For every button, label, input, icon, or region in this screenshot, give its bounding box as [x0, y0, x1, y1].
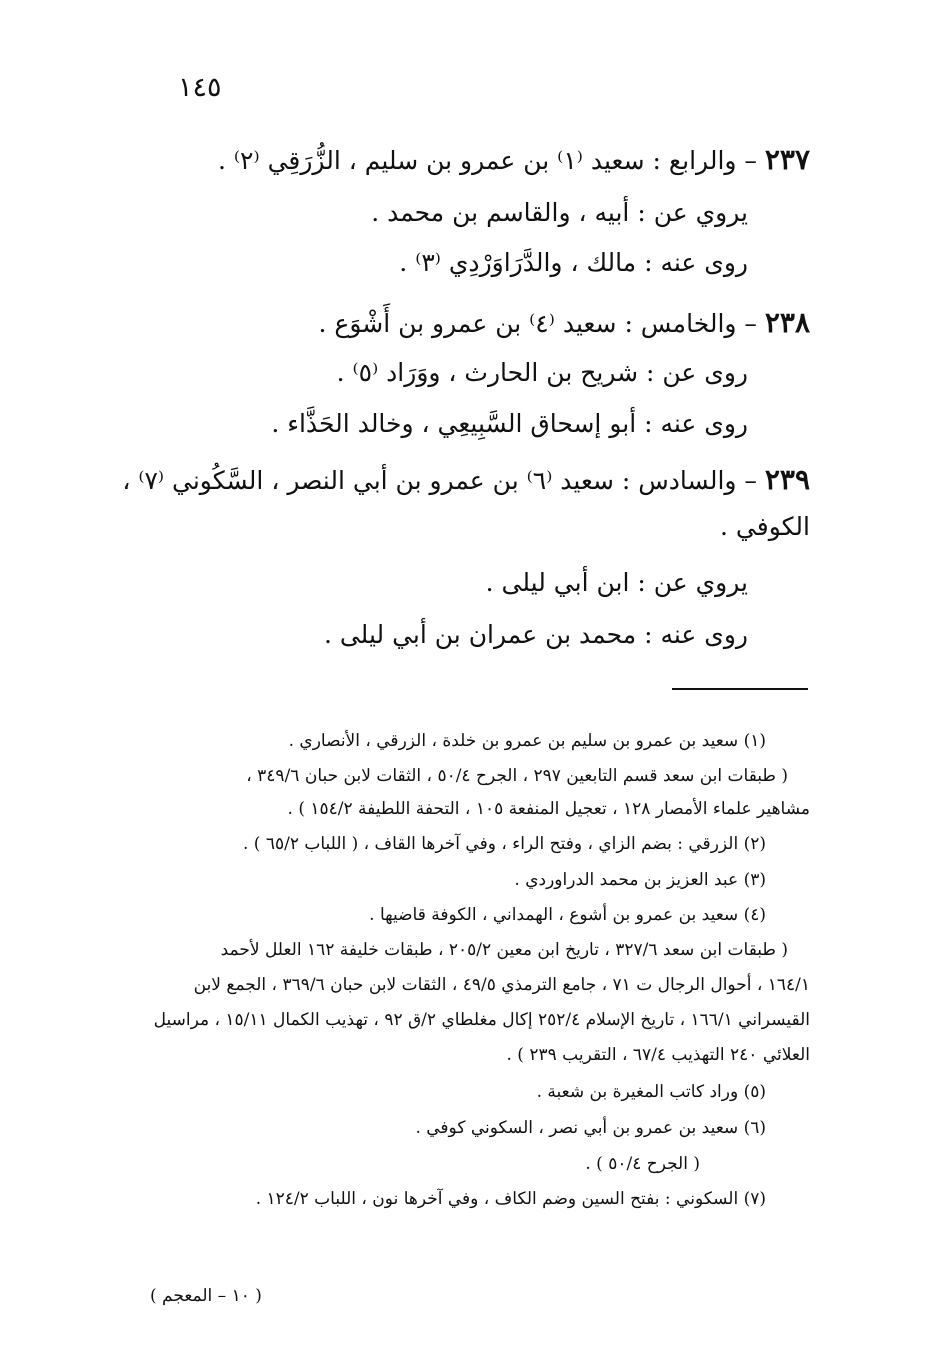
entry-number: ٢٣٩ [764, 463, 810, 496]
footnote-7: (٧) السكوني : بفتح السين وضم الكاف ، وفي آخرها نون ، اللباب ١٢٤/٢ . [255, 1189, 766, 1209]
entry-239-narrated-by: روى عنه : محمد بن عمران بن أبي ليلى . [323, 620, 748, 649]
entry-239-heading [122, 463, 810, 498]
footnote-4-sources-line-3: القيسراني ١٦٦/١ ، تاريخ الإسلام ٢٥٢/٤ إكال مغلطاي ٢/ق ٩٢ ، تهذيب الكمال ١٥/١١ ، مراسيل [153, 1010, 810, 1030]
footnote-3: (٣) عبد العزيز بن محمد الدراوردي . [514, 870, 766, 890]
entry-heading-text: – والسادس : سعيد ⁽٦⁾ بن عمرو بن أبي النصر ، السَّكُوني ⁽٧⁾ ، [122, 466, 757, 495]
footnote-2: (٢) الزرقي : بضم الزاي ، وفتح الراء ، وفي آخرها القاف ، ( اللباب ٦٥/٢ ) . [243, 834, 766, 854]
footnote-1-sources-line-1: ( طبقات ابن سعد قسم التابعين ٢٩٧ ، الجرح ٥٠/٤ ، الثقات لابن حبان ٣٤٩/٦ ، [246, 766, 788, 786]
footnote-6-sources: ( الجرح ٥٠/٤ ) . [585, 1154, 700, 1174]
footnote-4: (٤) سعيد بن عمرو بن أشوع ، الهمداني ، الكوفة قاضيها . [369, 905, 766, 925]
footnote-6: (٦) سعيد بن عمرو بن أبي نصر ، السكوني كوفي . [415, 1118, 766, 1138]
footnote-1-sources-line-2: مشاهير علماء الأمصار ١٢٨ ، تعجيل المنفعة ١٠٥ ، التحفة اللطيفة ١٥٤/٢ ) . [287, 799, 810, 819]
entry-237-narrated-by: روى عنه : مالك ، والدَّرَاوَرْدِي ⁽٣⁾ . [399, 248, 748, 277]
entry-number: ٢٣٨ [764, 306, 810, 339]
entry-heading-text: – والخامس : سعيد ⁽٤⁾ بن عمرو بن أَشْوَع . [318, 309, 757, 338]
entry-238-narrated-by: روى عنه : أبو إسحاق السَّبِيعِي ، وخالد الحَذَّاء . [271, 409, 748, 438]
entry-237-heading [218, 143, 810, 178]
footnote-4-sources-line-2: ١٦٤/١ ، أحوال الرجال ت ٧١ ، جامع الترمذي ٤٩/٥ ، الثقات لابن حبان ٣٦٩/٦ ، الجمع لابن [193, 975, 810, 995]
entry-238-heading [319, 306, 810, 341]
printer-signature: ( ١٠ – المعجم ) [150, 1286, 262, 1306]
footnote-5: (٥) وراد كاتب المغيرة بن شعبة . [536, 1082, 766, 1102]
entry-239-heading-cont: الكوفي . [720, 512, 810, 541]
entry-number: ٢٣٧ [764, 143, 810, 176]
footnote-4-sources-line-4: العلائي ٢٤٠ التهذيب ٦٧/٤ ، التقريب ٢٣٩ ) . [506, 1045, 810, 1065]
entry-heading-text: – والرابع : سعيد ⁽١⁾ بن عمرو بن سليم ، الزُّرَقِي ⁽٢⁾ . [218, 146, 757, 175]
entry-237-narrates-from: يروي عن : أبيه ، والقاسم بن محمد . [371, 198, 748, 227]
page-number: ١٤٥ [178, 72, 222, 103]
footnote-4-sources-line-1: ( طبقات ابن سعد ٣٢٧/٦ ، تاريخ ابن معين ٢٠٥/٢ ، طبقات خليفة ١٦٢ العلل لأحمد [220, 940, 788, 960]
footnote-1: (١) سعيد بن عمرو بن سليم بن عمرو بن خلدة ، الزرقي ، الأنصاري . [288, 731, 766, 751]
footnote-divider [672, 688, 808, 690]
entry-238-narrates-from: روى عن : شريح بن الحارث ، ووَرَاد ⁽٥⁾ . [336, 358, 748, 387]
entry-239-narrates-from: يروي عن : ابن أبي ليلى . [485, 568, 748, 597]
